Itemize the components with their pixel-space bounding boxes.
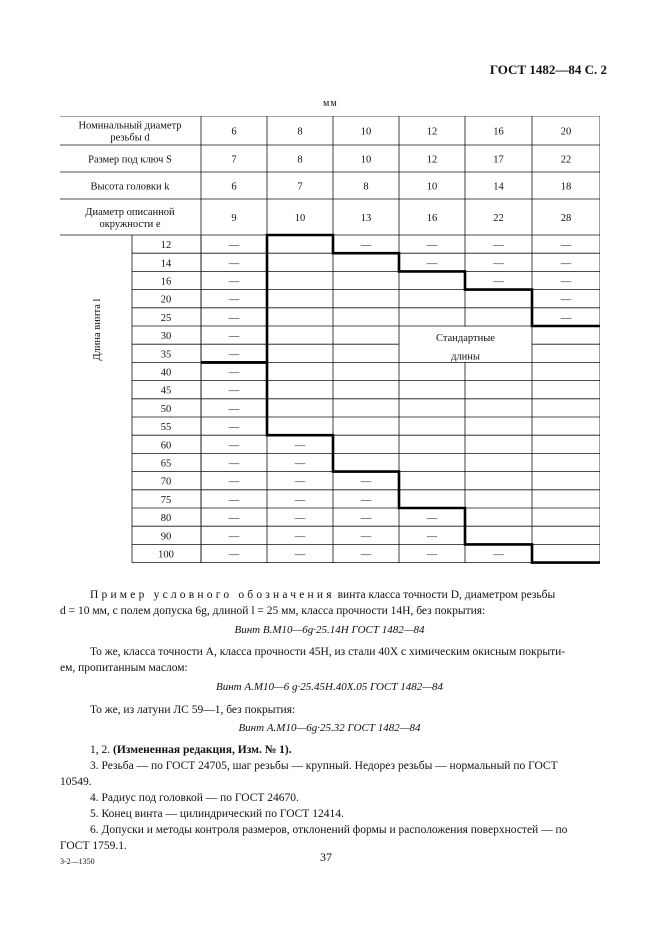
dash-mark: — xyxy=(426,549,438,561)
paragraph-2-line1: То же, класса точности А, класса прочности 45H, из стали 40Х с химическим окисным покрыти- xyxy=(90,646,566,658)
header-value: 9 xyxy=(231,213,237,224)
paragraph-3: То же, из латуни ЛС 59—1, без покрытия: xyxy=(90,704,296,716)
header-value: 12 xyxy=(426,126,438,138)
item-3-line2: 10549. xyxy=(60,776,92,788)
length-value: 55 xyxy=(160,422,172,434)
dash-mark: — xyxy=(560,312,572,324)
header-value: 8 xyxy=(363,181,369,193)
item-6-line1: 6. Допуски и методы контроля размеров, отклонений формы и расположения поверхностей — по xyxy=(90,824,568,836)
dash-mark: — xyxy=(228,549,240,561)
header-value: 12 xyxy=(426,154,438,166)
dash-mark: — xyxy=(294,440,306,452)
dash-mark: — xyxy=(228,367,240,379)
header-label: Номинальный диаметр xyxy=(78,120,182,132)
formula-1: Винт В.М10—6g·25.14H ГОСТ 1482—84 xyxy=(234,624,425,636)
page-header: ГОСТ 1482—84 С. 2 xyxy=(489,62,607,77)
paragraph-2-line2: ем, пропитанным маслом: xyxy=(60,662,188,674)
length-value: 14 xyxy=(160,258,172,270)
dash-mark: — xyxy=(360,513,372,525)
item-3-line1: 3. Резьба — по ГОСТ 24705, шаг резьбы — крупный. Недорез резьбы — нормальный по ГОСТ xyxy=(90,760,558,772)
header-value: 6 xyxy=(231,181,237,193)
length-value: 80 xyxy=(160,513,172,525)
dash-mark: — xyxy=(493,276,504,288)
length-value: 90 xyxy=(160,531,172,543)
dash-mark: — xyxy=(360,531,372,543)
item-3 xyxy=(60,758,599,790)
header-value: 10 xyxy=(360,126,372,138)
length-value: 30 xyxy=(160,331,172,343)
dash-mark: — xyxy=(228,331,240,343)
header-value: 7 xyxy=(297,181,303,193)
header-value: 20 xyxy=(560,126,572,138)
dash-mark: — xyxy=(360,549,372,561)
standard-lengths-label: Стандартные xyxy=(436,333,495,345)
paragraph-2 xyxy=(60,644,599,676)
dash-mark: — xyxy=(228,240,240,252)
unit-label: мм xyxy=(323,98,338,109)
header-label: резьбы d xyxy=(110,132,150,144)
dash-mark: — xyxy=(294,476,306,488)
dash-mark: — xyxy=(560,240,572,252)
dash-mark: — xyxy=(294,549,306,561)
standard-lengths-label: длины xyxy=(451,351,480,363)
item-1-prefix: 1, 2. xyxy=(90,744,113,756)
header-label: окружности e xyxy=(99,219,161,230)
dash-mark: — xyxy=(493,258,504,270)
dimensions-table xyxy=(60,116,600,572)
example-line2: d = 10 мм, с полем допуска 6g, длиной l = 25 мм, класса прочности 14H, без покрытия: xyxy=(60,605,486,617)
length-value: 65 xyxy=(160,458,172,470)
dash-mark: — xyxy=(560,276,572,288)
header-value: 28 xyxy=(560,213,572,224)
item-5: 5. Конец винта — цилиндрический по ГОСТ 12414. xyxy=(90,808,344,820)
length-value: 35 xyxy=(160,349,172,361)
formula-3: Винт А.М10—6g·25.32 ГОСТ 1482—84 xyxy=(238,722,421,734)
header-value: 22 xyxy=(560,154,572,166)
dash-mark: — xyxy=(228,440,240,452)
dash-mark: — xyxy=(426,513,438,525)
dash-mark: — xyxy=(493,240,504,252)
length-value: 25 xyxy=(160,312,172,324)
dash-mark: — xyxy=(228,312,240,324)
item-6-line2: ГОСТ 1759.1. xyxy=(60,840,127,852)
length-value: 60 xyxy=(160,440,172,452)
length-value: 45 xyxy=(160,385,172,397)
header-value: 18 xyxy=(560,181,572,193)
header-label: Диаметр описанной xyxy=(85,207,175,218)
header-label: Высота головки k xyxy=(90,181,170,193)
dash-mark: — xyxy=(360,494,372,506)
dash-mark: — xyxy=(228,422,240,434)
length-value: 100 xyxy=(158,549,174,561)
dash-mark: — xyxy=(228,458,240,470)
item-1-2 xyxy=(60,742,599,758)
dash-mark: — xyxy=(228,513,240,525)
dash-mark: — xyxy=(228,349,240,361)
length-value: 70 xyxy=(160,476,172,488)
header-value: 10 xyxy=(360,154,372,166)
page-number: 37 xyxy=(320,850,332,864)
table-svg xyxy=(60,116,600,572)
dash-mark: — xyxy=(228,294,240,306)
item-1-amendment: (Измененная редакция, Изм. № 1). xyxy=(113,744,292,756)
header-value: 14 xyxy=(493,181,504,193)
header-value: 6 xyxy=(231,126,237,138)
header-value: 10 xyxy=(426,181,438,193)
dash-mark: — xyxy=(360,240,372,252)
header-value: 7 xyxy=(231,154,237,166)
dash-mark: — xyxy=(493,549,504,561)
length-value: 20 xyxy=(160,294,172,306)
length-value: 12 xyxy=(160,240,172,252)
dash-mark: — xyxy=(426,531,438,543)
dash-mark: — xyxy=(426,258,438,270)
dash-mark: — xyxy=(560,294,572,306)
dash-mark: — xyxy=(228,276,240,288)
dash-mark: — xyxy=(228,258,240,270)
example-paragraph xyxy=(60,587,599,619)
header-value: 10 xyxy=(294,213,306,224)
length-value: 50 xyxy=(160,403,172,415)
formula-2: Винт А.М10—6 g·25.45H.40X.05 ГОСТ 1482—84 xyxy=(216,681,443,693)
length-value: 40 xyxy=(160,367,172,379)
header-value: 8 xyxy=(297,126,303,138)
header-value: 13 xyxy=(360,213,372,224)
dash-mark: — xyxy=(228,476,240,488)
header-value: 17 xyxy=(493,154,504,166)
header-value: 16 xyxy=(493,126,504,138)
dash-mark: — xyxy=(294,458,306,470)
dash-mark: — xyxy=(228,531,240,543)
dash-mark: — xyxy=(560,258,572,270)
header-value: 16 xyxy=(426,213,438,224)
dash-mark: — xyxy=(294,494,306,506)
header-label: Размер под ключ S xyxy=(88,154,172,166)
length-value: 16 xyxy=(160,276,172,288)
dash-mark: — xyxy=(228,385,240,397)
item-4: 4. Радиус под головкой — по ГОСТ 24670. xyxy=(90,792,299,804)
dash-mark: — xyxy=(228,403,240,415)
standard-bottom-boundary xyxy=(201,362,600,562)
dash-mark: — xyxy=(294,531,306,543)
header-value: 8 xyxy=(297,154,303,166)
header-value: 22 xyxy=(493,213,504,224)
example-lead: Пример условного обозначения xyxy=(90,589,335,601)
length-axis-label: Длина винта l xyxy=(92,298,103,361)
print-code: 3-2—1350 xyxy=(60,857,95,866)
dash-mark: — xyxy=(360,476,372,488)
example-rest: винта класса точности D, диаметром резьбы xyxy=(334,589,556,601)
dash-mark: — xyxy=(228,494,240,506)
dash-mark: — xyxy=(426,240,438,252)
length-value: 75 xyxy=(160,494,172,506)
dash-mark: — xyxy=(294,513,306,525)
